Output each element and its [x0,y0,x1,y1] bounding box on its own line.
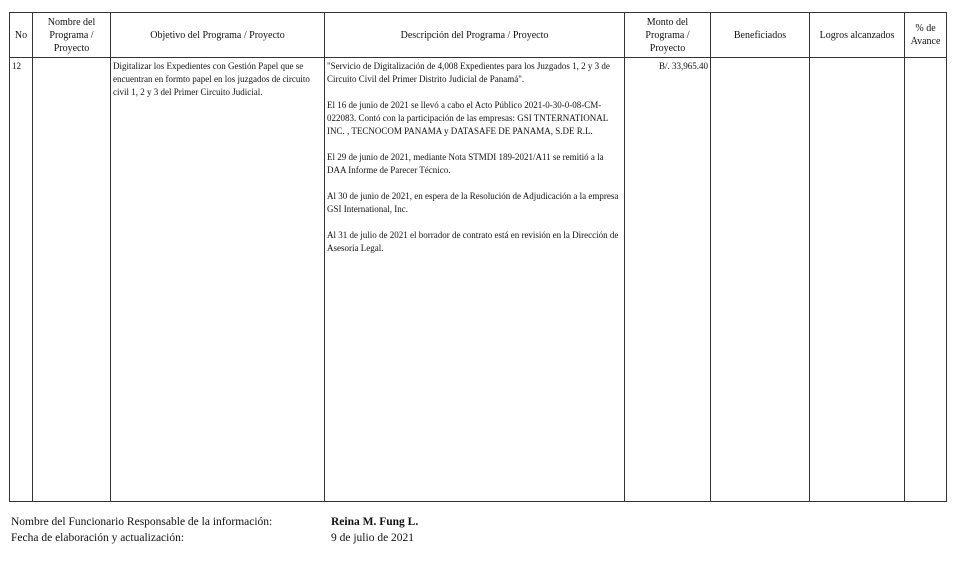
cell-no: 12 [10,58,33,502]
cell-descripcion [325,58,625,502]
fecha-label: Fecha de elaboración y actualización: [11,532,185,544]
descripcion-paragraph: El 29 de junio de 2021, mediante Nota STMDI 189-2021/A11 se remitió a la DAA Informe de Parecer Técnico. [327,152,604,175]
funcionario-label: Nombre del Funcionario Responsable de la información: [11,516,273,528]
funcionario-name: Reina M. Fung L. [331,516,419,528]
table-row [10,58,947,502]
header-nombre: Nombre del Programa / Proyecto [33,13,111,58]
header-beneficiados: Beneficiados [711,13,810,58]
descripcion-paragraph: "Servicio de Digitalización de 4,008 Expedientes para los Juzgados 1, 2 y 3 de Circuito Civil del Primer Distrito Judicial de Panamá". [327,61,610,84]
descripcion-paragraph: El 16 de junio de 2021 se llevó a cabo el Acto Público 2021-0-30-0-08-CM-022083. Contó con la participación de las empresas: GSI TNTERNATIONAL INC. , TECNOCOM PANAMA y DATASAFE DE PANAMA, S.DE R.L. [327,100,608,136]
descripcion-paragraph: Al 30 de junio de 2021, en espera de la Resolución de Adjudicación a la empresa GSI International, Inc. [327,191,619,214]
fecha-row [11,530,418,546]
header-descripcion: Descripción del Programa / Proyecto [325,13,625,58]
header-no: No [10,13,33,58]
header-monto: Monto del Programa / Proyecto [625,13,711,58]
funcionario-row [11,514,418,530]
cell-objetivo: Digitalizar los Expedientes con Gestión Papel que se encuentran en formto papel en los juzgados de circuito civil 1, 2 y 3 del Primer Circuito Judicial. [111,58,325,502]
header-logros: Logros alcanzados [810,13,905,58]
descripcion-paragraph: Al 31 de julio de 2021 el borrador de contrato está en revisión en la Dirección de Asesoría Legal. [327,230,619,253]
cell-logros [810,58,905,502]
cell-avance [905,58,947,502]
cell-beneficiados [711,58,810,502]
cell-monto: B/. 33,965.40 [625,58,711,502]
program-report-table [9,12,947,502]
table-header-row [10,13,947,58]
fecha-value: 9 de julio de 2021 [331,532,415,544]
header-avance: % de Avance [905,13,947,58]
header-objetivo: Objetivo del Programa / Proyecto [111,13,325,58]
cell-nombre [33,58,111,502]
report-footer [11,514,418,546]
